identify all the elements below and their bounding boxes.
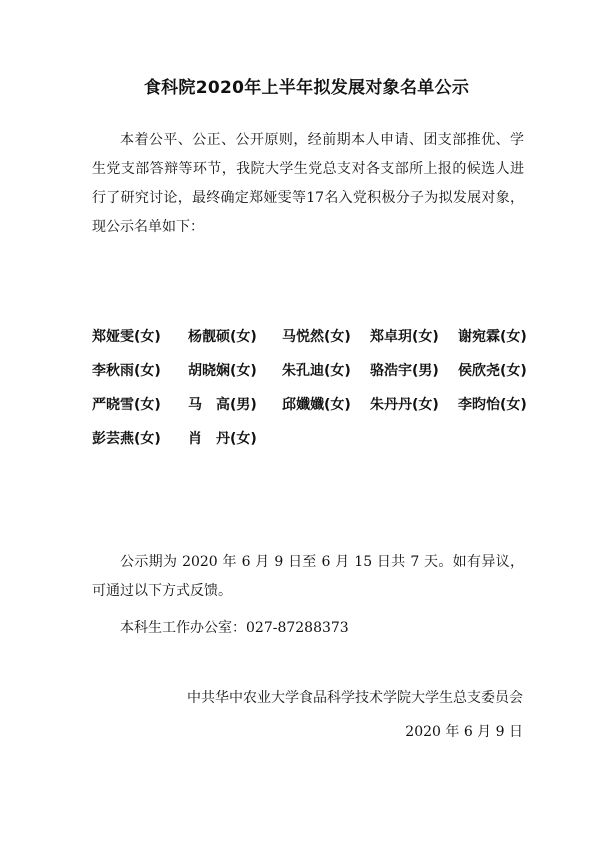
name-row bbox=[92, 323, 532, 357]
intro-paragraph: 本着公平、公正、公开原则，经前期本人申请、团支部推优、学生党支部答辩等环节，我院大学生党总支对各支部所上报的候选人进行了研究讨论，最终确定郑娅雯等17名入党积极分子为拟发展对象，现公示名单如下： bbox=[92, 132, 524, 235]
contact-office-paragraph: 本科生工作办公室：027-87288373 bbox=[120, 620, 349, 636]
issue-date: 2020 年 6 月 9 日 bbox=[405, 724, 523, 740]
name-row bbox=[92, 357, 532, 391]
candidate-name: 谢宛霖(女) bbox=[458, 329, 527, 345]
name-row bbox=[92, 425, 532, 459]
candidate-name: 马悦然(女) bbox=[282, 329, 351, 345]
candidate-name: 彭芸燕(女) bbox=[92, 431, 161, 447]
candidate-name: 李昀怡(女) bbox=[458, 397, 527, 413]
candidate-name: 杨靓硕(女) bbox=[188, 329, 257, 345]
candidate-name: 严晓雪(女) bbox=[92, 397, 161, 413]
candidate-name: 骆浩宇(男) bbox=[370, 363, 439, 379]
name-row bbox=[92, 391, 532, 425]
candidate-name: 郑娅雯(女) bbox=[92, 329, 161, 345]
publicity-period-paragraph: 公示期为 2020 年 6 月 9 日至 6 月 15 日共 7 天。如有异议，可通过以下方式反馈。 bbox=[92, 554, 524, 599]
candidate-name: 郑卓玥(女) bbox=[370, 329, 439, 345]
candidate-name: 侯欣尧(女) bbox=[458, 363, 527, 379]
candidate-name: 邱孅孅(女) bbox=[282, 397, 351, 413]
candidate-name: 朱丹丹(女) bbox=[370, 397, 439, 413]
document-title: 食科院2020年上半年拟发展对象名单公示 bbox=[143, 78, 470, 98]
candidate-name: 朱孔迪(女) bbox=[282, 363, 351, 379]
candidate-name: 马 高(男) bbox=[188, 397, 257, 413]
candidate-name: 胡晓娴(女) bbox=[188, 363, 257, 379]
candidate-name: 肖 丹(女) bbox=[188, 431, 257, 447]
issuer-signature: 中共华中农业大学食品科学技术学院大学生总支委员会 bbox=[187, 690, 523, 706]
candidate-name-list bbox=[92, 323, 532, 459]
candidate-name: 李秋雨(女) bbox=[92, 363, 161, 379]
